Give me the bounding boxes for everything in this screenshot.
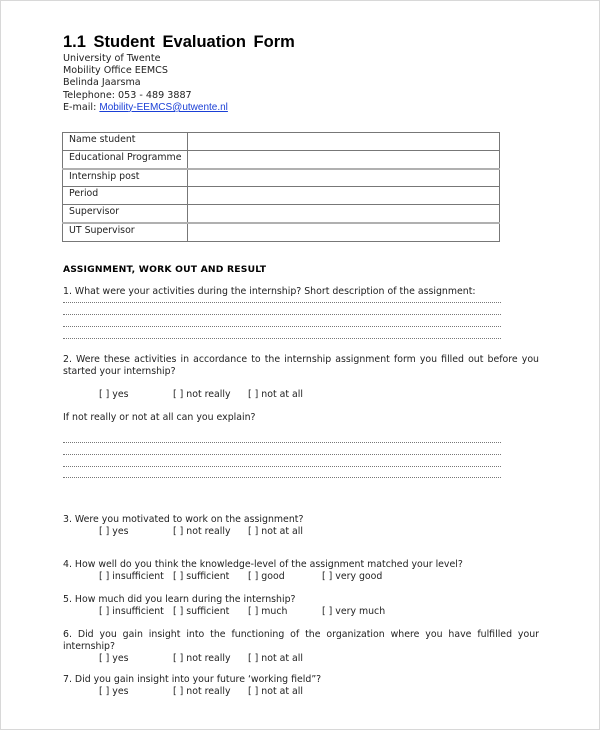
question-7: 7. Did you gain insight into your future ‘working field”? bbox=[63, 674, 322, 685]
q5-option-sufficient[interactable]: [ ] sufficient bbox=[173, 606, 230, 617]
q2-option-yes[interactable]: [ ] yes bbox=[99, 389, 129, 400]
question-1: 1. What were your activities during the internship? Short description of the assignment: bbox=[63, 286, 476, 297]
email-label: E-mail: bbox=[63, 101, 100, 113]
answer-line-1b[interactable] bbox=[63, 314, 501, 315]
address-office: Mobility Office EEMCS bbox=[63, 65, 168, 77]
internship-post-field[interactable] bbox=[188, 169, 500, 187]
name-student-field[interactable] bbox=[188, 133, 500, 151]
answer-line-1d[interactable] bbox=[63, 338, 501, 339]
table-row bbox=[63, 133, 500, 151]
period-field[interactable] bbox=[188, 187, 500, 205]
table-row bbox=[63, 169, 500, 187]
student-info-table bbox=[62, 132, 500, 242]
q6-option-not-at-all[interactable]: [ ] not at all bbox=[248, 653, 303, 664]
q6-option-yes[interactable]: [ ] yes bbox=[99, 653, 129, 664]
email-link[interactable]: Mobility-EEMCS@utwente.nl bbox=[99, 101, 228, 113]
row-label: Name student bbox=[63, 133, 188, 151]
educational-programme-field[interactable] bbox=[188, 150, 500, 168]
ut-supervisor-field[interactable] bbox=[188, 223, 500, 241]
row-label: Period bbox=[63, 187, 188, 205]
address-contact-name: Belinda Jaarsma bbox=[63, 77, 141, 89]
question-4: 4. How well do you think the knowledge-level of the assignment matched your level? bbox=[63, 559, 463, 570]
answer-line-1a[interactable] bbox=[63, 302, 501, 303]
question-2-followup: If not really or not at all can you explain? bbox=[63, 412, 256, 423]
q2-option-not-really[interactable]: [ ] not really bbox=[173, 389, 231, 400]
row-label: Internship post bbox=[63, 169, 188, 187]
question-2: 2. Were these activities in accordance to the internship assignment form you filled out before you started your internship? bbox=[63, 354, 539, 378]
q5-option-much[interactable]: [ ] much bbox=[248, 606, 288, 617]
q4-option-very-good[interactable]: [ ] very good bbox=[322, 571, 383, 582]
row-label: Educational Programme bbox=[63, 150, 188, 168]
q7-option-not-really[interactable]: [ ] not really bbox=[173, 686, 231, 697]
table-row bbox=[63, 205, 500, 223]
supervisor-field[interactable] bbox=[188, 205, 500, 223]
q4-option-insufficient[interactable]: [ ] insufficient bbox=[99, 571, 164, 582]
q4-option-sufficient[interactable]: [ ] sufficient bbox=[173, 571, 230, 582]
table-row bbox=[63, 150, 500, 168]
answer-line-2d[interactable] bbox=[63, 477, 501, 478]
answer-line-2c[interactable] bbox=[63, 466, 501, 467]
q3-option-yes[interactable]: [ ] yes bbox=[99, 526, 129, 537]
q6-option-not-really[interactable]: [ ] not really bbox=[173, 653, 231, 664]
table-row bbox=[63, 223, 500, 241]
q3-option-not-really[interactable]: [ ] not really bbox=[173, 526, 231, 537]
q3-option-not-at-all[interactable]: [ ] not at all bbox=[248, 526, 303, 537]
q2-option-not-at-all[interactable]: [ ] not at all bbox=[248, 389, 303, 400]
answer-line-2b[interactable] bbox=[63, 454, 501, 455]
row-label: UT Supervisor bbox=[63, 223, 188, 241]
section-heading: ASSIGNMENT, WORK OUT AND RESULT bbox=[63, 264, 267, 275]
page-title: 1.1 Student Evaluation Form bbox=[63, 33, 295, 51]
answer-line-1c[interactable] bbox=[63, 326, 501, 327]
question-6: 6. Did you gain insight into the functioning of the organization where you have fulfilled your internship? bbox=[63, 629, 539, 653]
address-university: University of Twente bbox=[63, 53, 161, 64]
address-telephone: Telephone: 053 - 489 3887 bbox=[63, 89, 192, 101]
address-email-row bbox=[63, 102, 228, 114]
q7-option-not-at-all[interactable]: [ ] not at all bbox=[248, 686, 303, 697]
question-5: 5. How much did you learn during the internship? bbox=[63, 594, 296, 605]
table-row bbox=[63, 187, 500, 205]
q7-option-yes[interactable]: [ ] yes bbox=[99, 686, 129, 697]
contact-address bbox=[63, 53, 228, 114]
q5-option-insufficient[interactable]: [ ] insufficient bbox=[99, 606, 164, 617]
row-label: Supervisor bbox=[63, 205, 188, 223]
q5-option-very-much[interactable]: [ ] very much bbox=[322, 606, 386, 617]
question-3: 3. Were you motivated to work on the assignment? bbox=[63, 514, 304, 525]
q4-option-good[interactable]: [ ] good bbox=[248, 571, 285, 582]
answer-line-2a[interactable] bbox=[63, 442, 501, 443]
